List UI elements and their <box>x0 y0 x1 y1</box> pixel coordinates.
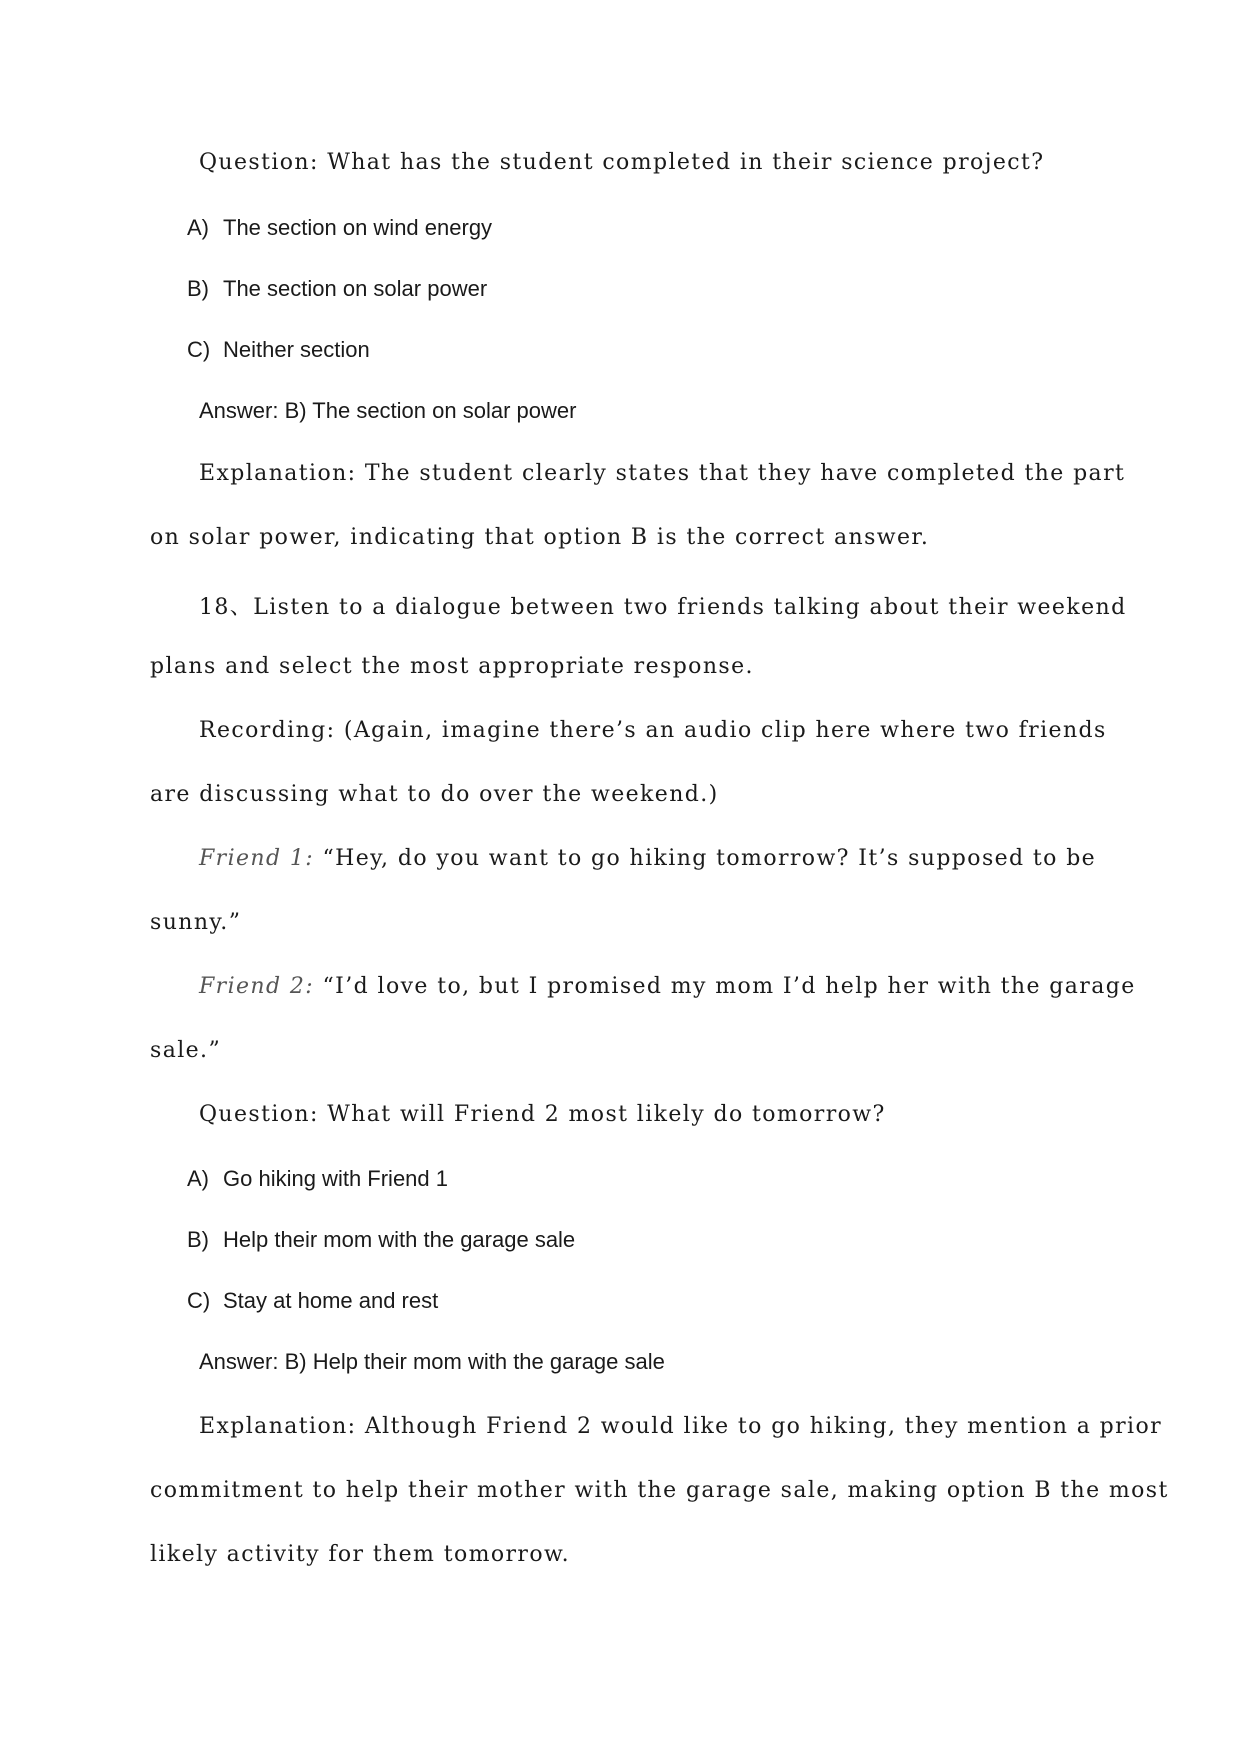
q17-answer: Answer: B) The section on solar power <box>199 398 577 423</box>
option-letter: C) <box>187 1288 211 1313</box>
q17-question: Question: What has the student completed in their science project? <box>199 150 1045 175</box>
option-letter: A) <box>187 1166 209 1191</box>
option-text: Go hiking with Friend 1 <box>223 1166 448 1191</box>
friend2-line1 <box>199 974 1136 999</box>
option-text: Stay at home and rest <box>223 1288 439 1313</box>
option-letter: C) <box>187 337 211 362</box>
q18-answer: Answer: B) Help their mom with the garage sale <box>199 1349 665 1374</box>
q18-prompt-line2: plans and select the most appropriate response. <box>150 654 754 679</box>
q18-option-b <box>187 1227 575 1253</box>
q17-explanation-line1: Explanation: The student clearly states that they have completed the part <box>199 461 1126 486</box>
friend1-line1 <box>199 846 1096 871</box>
friend2-line2: sale.” <box>150 1038 222 1063</box>
option-text: Neither section <box>223 337 370 362</box>
option-text: The section on solar power <box>223 276 488 301</box>
q18-recording-line1: Recording: (Again, imagine there’s an audio clip here where two friends <box>199 718 1107 743</box>
q18-option-c <box>187 1288 438 1314</box>
option-text: The section on wind energy <box>223 215 493 240</box>
q17-option-b <box>187 276 487 302</box>
friend1-line2: sunny.” <box>150 910 242 935</box>
q18-explanation-line2: commitment to help their mother with the garage sale, making option B the most <box>150 1478 1169 1503</box>
q18-option-a <box>187 1166 448 1192</box>
q18-explanation-line1: Explanation: Although Friend 2 would like to go hiking, they mention a prior <box>199 1414 1163 1439</box>
friend2-label: Friend 2: <box>199 974 315 999</box>
q17-option-c <box>187 337 370 363</box>
friend2-quote: “I’d love to, but I promised my mom I’d help her with the garage <box>322 974 1136 999</box>
q18-question: Question: What will Friend 2 most likely do tomorrow? <box>199 1102 886 1127</box>
option-text: Help their mom with the garage sale <box>223 1227 576 1252</box>
q17-explanation-line2: on solar power, indicating that option B is the correct answer. <box>150 525 930 550</box>
q18-explanation-line3: likely activity for them tomorrow. <box>150 1542 570 1567</box>
friend1-label: Friend 1: <box>199 846 315 871</box>
friend1-quote: “Hey, do you want to go hiking tomorrow? It’s supposed to be <box>322 846 1097 871</box>
q18-recording-line2: are discussing what to do over the weekend.) <box>150 782 719 807</box>
option-letter: A) <box>187 215 209 240</box>
q17-option-a <box>187 215 492 241</box>
q18-prompt-line1: 18、Listen to a dialogue between two friends talking about their weekend <box>199 595 1127 620</box>
option-letter: B) <box>187 1227 209 1252</box>
option-letter: B) <box>187 276 209 301</box>
